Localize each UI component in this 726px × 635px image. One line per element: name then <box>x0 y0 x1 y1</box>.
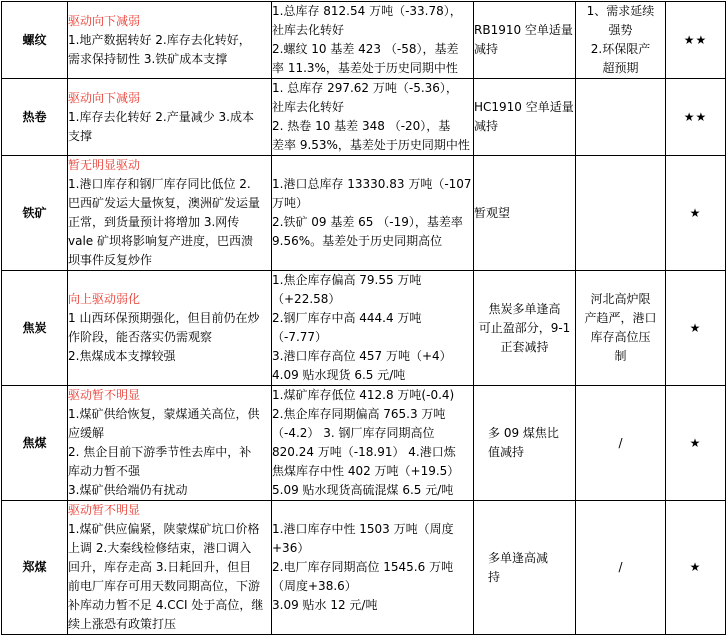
logic-line: 1.煤矿供给恢复，蒙煤通关高位，供 <box>68 407 260 421</box>
fundamentals-line: （-4.2） 3. 钢厂库存同期高位 <box>272 426 435 440</box>
strategy-line: 多单逢高减 <box>488 550 549 565</box>
risk-line: 1、需求延续 <box>586 4 655 18</box>
rating-stars: ★ <box>666 386 726 501</box>
logic-line: 巴西矿发运大量恢复，澳洲矿发运量 <box>68 196 261 210</box>
risk-cell <box>576 386 666 501</box>
strategy-cell <box>474 2 576 79</box>
fundamentals-line: 2.电厂库存同期高位 1545.6 万吨 <box>272 560 454 574</box>
rating-stars: ★ <box>666 156 726 271</box>
commodity-name: 铁矿 <box>2 156 68 271</box>
fundamentals-cell <box>272 271 474 386</box>
strategy-line: 值减持 <box>488 445 525 459</box>
fundamentals-line: +36） <box>272 541 310 555</box>
risk-line: 强势 <box>608 23 633 37</box>
table-row <box>2 386 726 501</box>
logic-line: 2. 焦企目前下游季节性去库中，补 <box>68 445 252 459</box>
risk-line: 库存高位压 <box>590 330 651 344</box>
risk-cell <box>576 271 666 386</box>
rating-stars: ★★ <box>666 79 726 156</box>
strategy-cell <box>474 501 576 635</box>
fundamentals-line: 焦煤库存中性 402 万吨（+19.5） <box>272 464 460 478</box>
logic-cell <box>68 79 272 156</box>
fundamentals-line: 3.港口库存高位 457 万吨（+4） <box>272 349 452 363</box>
strategy-line: 暂观望 <box>474 205 511 220</box>
logic-line: 需求保持韧性 3.铁矿成本支撑 <box>68 51 228 66</box>
logic-line: 库动力暂不强 <box>68 464 141 478</box>
fundamentals-line: 5.09 贴水现货高硫混煤 6.5 元/吨 <box>272 483 454 497</box>
fundamentals-cell <box>272 501 474 635</box>
fundamentals-line: 820.24 万吨（-18.91） 4.港口炼 <box>272 445 456 459</box>
risk-line: 产趋严，港口 <box>584 311 657 325</box>
logic-title: 驱动向下减弱 <box>68 13 141 28</box>
fundamentals-cell <box>272 156 474 271</box>
risk-line: / <box>618 560 623 574</box>
commodity-name: 焦煤 <box>2 386 68 501</box>
fundamentals-line: 1. 总库存 297.62 万吨（-5.36）， <box>272 81 458 95</box>
logic-line: 回升，库存走高 3.日耗回升，但目 <box>68 560 252 574</box>
fundamentals-line: （-7.77） <box>272 330 328 344</box>
logic-line: 2.焦煤成本支撑较强 <box>68 349 176 363</box>
logic-line: 坝事件反复炒作 <box>68 253 153 267</box>
risk-cell <box>576 156 666 271</box>
fundamentals-line: 差率 9.53%，基差处于历史同期中性 <box>272 138 470 152</box>
fundamentals-line: 4.09 贴水现货 6.5 元/吨 <box>272 368 406 382</box>
table-row <box>2 79 726 156</box>
fundamentals-line: 1.焦企库存偏高 79.55 万吨 <box>272 273 422 287</box>
table-row <box>2 271 726 386</box>
logic-cell <box>68 156 272 271</box>
strategy-cell <box>474 156 576 271</box>
risk-cell <box>576 2 666 79</box>
logic-cell <box>68 386 272 501</box>
commodity-name: 焦炭 <box>2 271 68 386</box>
logic-line: 3.煤矿供给端仍有扰动 <box>68 483 188 497</box>
table-row <box>2 156 726 271</box>
fundamentals-line: 2. 热卷 10 基差 348 （-20），基 <box>272 119 451 133</box>
logic-line: 支撑 <box>68 128 93 143</box>
fundamentals-line: 万吨） <box>272 196 309 210</box>
fundamentals-cell <box>272 79 474 156</box>
fundamentals-line: 社库去化转好 <box>272 100 345 114</box>
commodity-name: 郑煤 <box>2 501 68 635</box>
fundamentals-line: 1.总库存 812.54 万吨（-33.78）， <box>272 4 462 18</box>
futures-strategy-table <box>1 1 726 635</box>
rating-stars: ★ <box>666 271 726 386</box>
strategy-line: 持 <box>488 569 501 584</box>
strategy-line: 减持 <box>474 42 499 56</box>
risk-line: 制 <box>614 349 627 363</box>
fundamentals-line: 2.焦企库存同期偏高 765.3 万吨 <box>272 407 446 421</box>
risk-line: 超预期 <box>602 61 639 75</box>
logic-line: 上调 2.大秦线检修结束，港口调入 <box>68 541 252 555</box>
risk-cell <box>576 501 666 635</box>
fundamentals-line: 社库去化转好 <box>272 23 345 37</box>
rating-stars: ★★ <box>666 2 726 79</box>
strategy-cell <box>474 386 576 501</box>
logic-line: 续上涨恐有政策打压 <box>68 617 177 631</box>
strategy-line: HC1910 空单适量 <box>474 100 574 114</box>
risk-line: / <box>618 435 623 450</box>
logic-line: 补库动力暂不足 4.CCI 处于高位，继 <box>68 598 264 612</box>
fundamentals-line: 率 11.3%，基差处于历史同期中性 <box>272 61 458 75</box>
logic-cell <box>68 501 272 635</box>
fundamentals-line: （+22.58） <box>272 292 341 306</box>
strategy-line: RB1910 空单适量 <box>474 23 573 37</box>
logic-title: 驱动暂不明显 <box>68 503 141 517</box>
strategy-line: 多 09 煤焦比 <box>488 426 559 440</box>
logic-cell <box>68 2 272 79</box>
fundamentals-line: 9.56%。基差处于历史同期高位 <box>272 234 443 248</box>
risk-line: 河北高炉限 <box>590 292 651 306</box>
fundamentals-line: 1.港口库存中性 1503 万吨（周度 <box>272 522 454 536</box>
strategy-line: 可止盈部分，9-1 <box>478 320 571 335</box>
logic-title: 暂无明显驱动 <box>68 158 141 172</box>
commodity-name: 螺纹 <box>2 2 68 79</box>
fundamentals-line: 1.煤矿库存低位 412.8 万吨(-0.4) <box>272 388 455 402</box>
fundamentals-cell <box>272 2 474 79</box>
risk-cell <box>576 79 666 156</box>
table-row <box>2 501 726 635</box>
logic-line: 1.库存去化转好 2.产量减少 3.成本 <box>68 109 254 124</box>
logic-title: 向上驱动弱化 <box>68 292 141 306</box>
logic-line: 作阶段，能否落实仍需观察 <box>68 330 213 344</box>
strategy-line: 正套减持 <box>500 339 549 354</box>
strategy-line: 焦炭多单逢高 <box>488 301 561 316</box>
risk-line: 2.环保限产 <box>590 42 651 56</box>
strategy-line: 减持 <box>474 119 499 133</box>
logic-line: 1 山西环保预期强化，但目前仍在炒 <box>68 311 260 325</box>
strategy-cell <box>474 79 576 156</box>
fundamentals-line: 1.港口总库存 13330.83 万吨（-107 <box>272 177 472 191</box>
fundamentals-line: 2.螺纹 10 基差 423 （-58），基差 <box>272 42 459 56</box>
fundamentals-line: （周度+38.6） <box>272 579 357 593</box>
logic-cell <box>68 271 272 386</box>
logic-line: vale 矿坝将影响复产进度，巴西溃 <box>68 234 253 248</box>
logic-line: 前电厂库存可用天数同期高位，下游 <box>68 579 261 593</box>
logic-title: 驱动向下减弱 <box>68 90 141 105</box>
logic-line: 1.地产数据转好 2.库存去化转好， <box>68 32 251 47</box>
fundamentals-line: 2.铁矿 09 基差 65 （-19），基差率 <box>272 215 463 229</box>
logic-line: 1.港口库存和钢厂库存同比低位 2. <box>68 177 251 191</box>
fundamentals-line: 3.09 贴水 12 元/吨 <box>272 598 378 612</box>
logic-title: 驱动暂不明显 <box>68 388 141 402</box>
logic-line: 应缓解 <box>68 426 105 440</box>
commodity-name: 热卷 <box>2 79 68 156</box>
strategy-cell <box>474 271 576 386</box>
logic-line: 1.煤矿供应偏紧，陕蒙煤矿坑口价格 <box>68 522 260 536</box>
table-row <box>2 2 726 79</box>
fundamentals-line: 2.钢厂库存中高 444.4 万吨 <box>272 311 422 325</box>
rating-stars: ★ <box>666 501 726 635</box>
logic-line: 正常，到货量预计将增加 3.网传 <box>68 215 240 229</box>
fundamentals-cell <box>272 386 474 501</box>
